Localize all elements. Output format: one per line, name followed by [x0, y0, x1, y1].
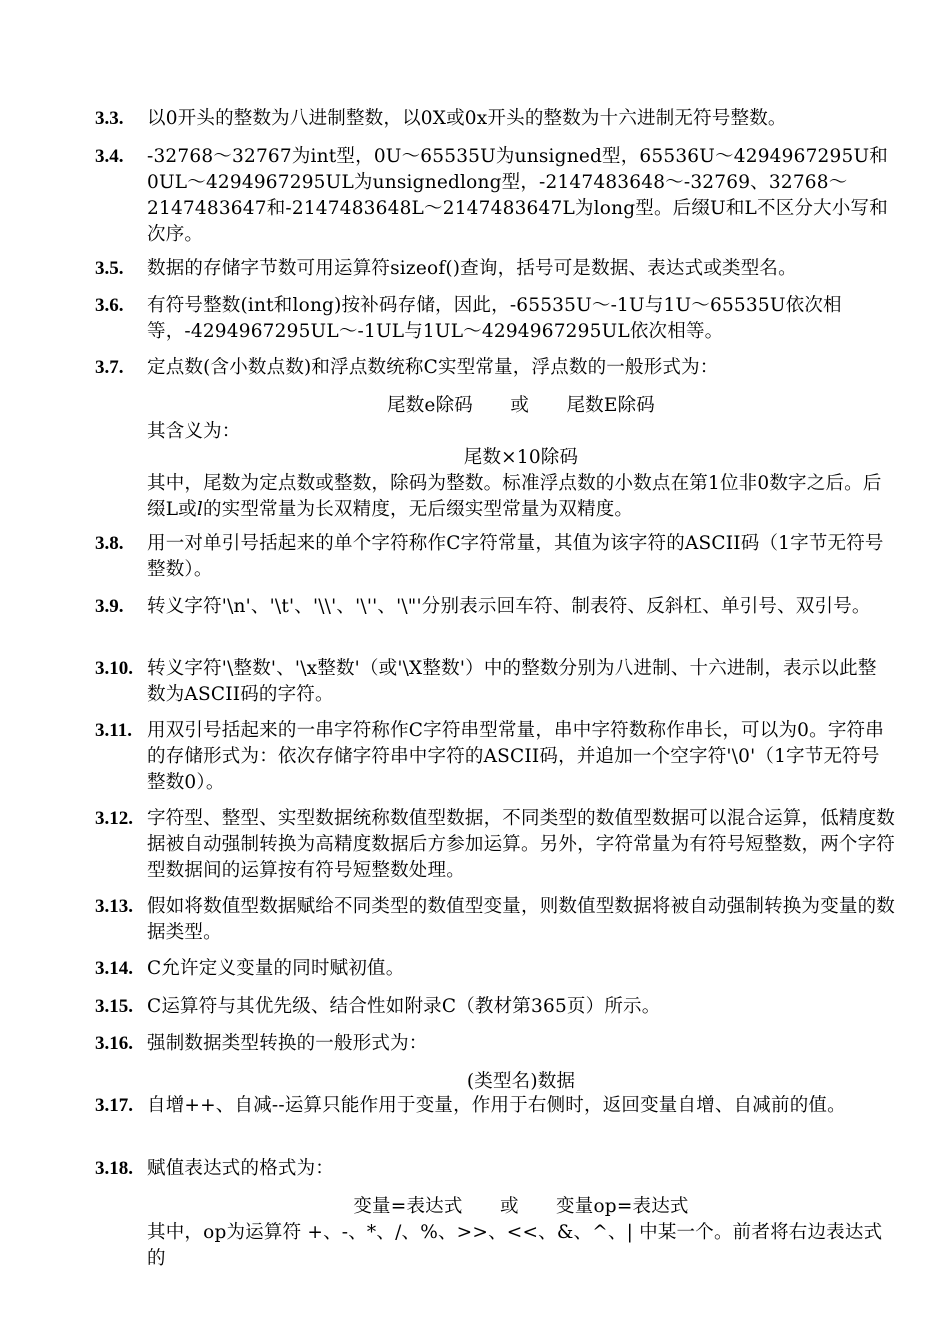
item-text: 假如将数值型数据赋给不同类型的数值型变量，则数值型数据将被自动强制转换为变量的数据类型。	[147, 896, 896, 943]
formula: 尾数×10除码	[463, 447, 579, 468]
formula: (类型名)数据	[466, 1071, 576, 1092]
list-item	[95, 144, 895, 248]
item-number: 3.8.	[95, 533, 124, 554]
item-number: 3.4.	[95, 146, 124, 167]
item-text: 转义字符'\整数'、'\x整数'（或'\X整数'）中的整数分别为八进制、十六进制，表示以此整数为ASCII码的字符。	[147, 658, 877, 705]
list-item	[95, 531, 895, 583]
list-item	[95, 256, 895, 282]
list-item	[95, 718, 895, 796]
item-number: 3.11.	[95, 720, 132, 741]
item-number: 3.6.	[95, 295, 124, 316]
formula: 变量=表达式 或 变量op=表达式	[353, 1196, 689, 1217]
item-text: 定点数(含小数点数)和浮点数统称C实型常量，浮点数的一般形式为：	[147, 357, 719, 378]
item-text: 强制数据类型转换的一般形式为：	[147, 1033, 428, 1054]
list-item	[95, 1156, 895, 1272]
list-item	[95, 894, 895, 946]
item-text: 自增++、自减--运算只能作用于变量，作用于右侧时，返回变量自增、自减前的值。	[147, 1095, 846, 1116]
item-text: 有符号整数(int和long)按补码存储，因此，-65535U～-1U与1U～65535U依次相等，-4294967295UL～-1UL与1UL～4294967295UL依次相等。	[147, 295, 842, 342]
item-text: C允许定义变量的同时赋初值。	[147, 958, 405, 979]
list-item	[95, 106, 895, 132]
item-text: -32768～32767为int型，0U～65535U为unsigned型，65536U～4294967295U和0UL～4294967295UL为unsignedlong型，-2147483648～-32769、32768～2147483647和-2147483648L～2147483647L为long型。后缀U和L不区分大小写和次序。	[147, 146, 888, 245]
item-number: 3.13.	[95, 896, 133, 917]
item-text: 其含义为：	[147, 421, 241, 442]
item-text: C运算符与其优先级、结合性如附录C（教材第365页）所示。	[147, 996, 661, 1017]
item-number: 3.16.	[95, 1033, 133, 1054]
item-text: 用双引号括起来的一串字符称作C字符串型常量，串中字符数称作串长，可以为0。字符串的存储形式为：依次存储字符串中字符的ASCII码，并追加一个空字符'\0'（1字节无符号整数0）。	[147, 720, 884, 793]
formula: 尾数e除码 或 尾数E除码	[387, 395, 655, 416]
item-number: 3.14.	[95, 958, 133, 979]
item-text: 字符型、整型、实型数据统称数值型数据，不同类型的数值型数据可以混合运算，低精度数据被自动强制转换为高精度数据后方参加运算。另外，字符常量为有符号短整数，两个字符型数据间的运算按有符号短整数处理。	[147, 808, 896, 881]
item-number: 3.9.	[95, 596, 124, 617]
item-number: 3.10.	[95, 658, 133, 679]
item-text: 其中，尾数为定点数或整数，除码为整数。标准浮点数的小数点在第1位非0数字之后。后缀L或l的实型常量为长双精度，无后缀实型常量为双精度。	[147, 473, 882, 520]
list-item	[95, 1031, 895, 1095]
list-item	[95, 994, 895, 1020]
list-item	[95, 806, 895, 884]
list-item	[95, 355, 895, 523]
item-number: 3.12.	[95, 808, 133, 829]
item-number: 3.18.	[95, 1158, 133, 1179]
item-number: 3.17.	[95, 1095, 133, 1116]
list-item	[95, 656, 895, 708]
item-text: 数据的存储字节数可用运算符sizeof()查询，括号可是数据、表达式或类型名。	[147, 258, 797, 279]
list-item	[95, 293, 895, 345]
list-item	[95, 594, 895, 620]
item-number: 3.7.	[95, 357, 124, 378]
item-text: 转义字符'\n'、'\t'、'\\'、'\''、'\"'分别表示回车符、制表符、反斜杠、单引号、双引号。	[147, 596, 871, 617]
item-number: 3.3.	[95, 108, 124, 129]
list-item	[95, 956, 895, 982]
list-item	[95, 1093, 895, 1119]
item-text: 以0开头的整数为八进制整数，以0X或0x开头的整数为十六进制无符号整数。	[147, 108, 787, 129]
item-number: 3.15.	[95, 996, 133, 1017]
item-text: 赋值表达式的格式为：	[147, 1158, 335, 1179]
item-text: 其中，op为运算符 +、-、*、/、%、>>、<<、&、^、| 中某一个。前者将右边表达式的	[147, 1222, 883, 1269]
item-number: 3.5.	[95, 258, 124, 279]
item-text: 用一对单引号括起来的单个字符称作C字符常量，其值为该字符的ASCII码（1字节无符号整数）。	[147, 533, 884, 580]
